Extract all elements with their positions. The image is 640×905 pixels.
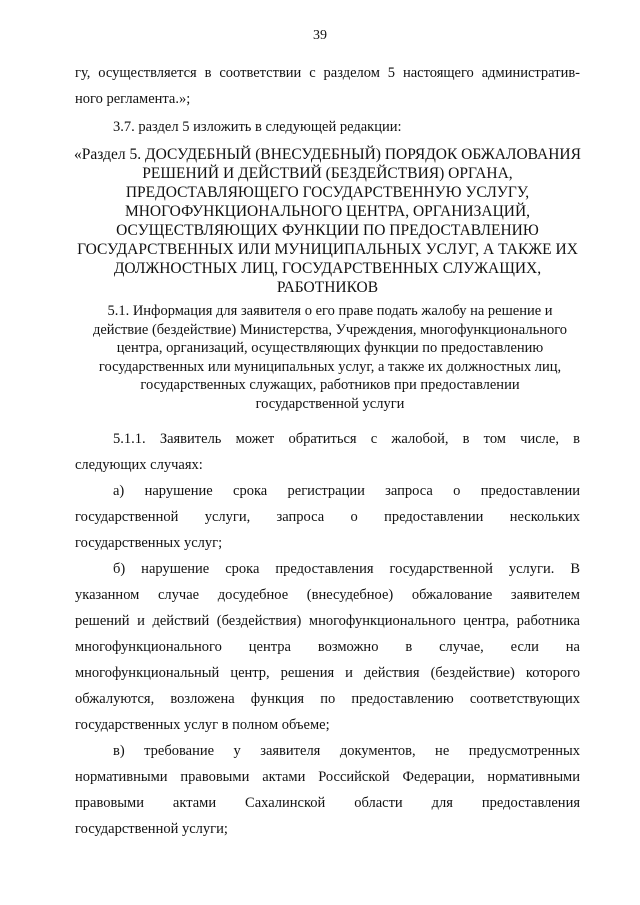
- heading-line: «Раздел 5. ДОСУДЕБНЫЙ (ВНЕСУДЕБНЫЙ) ПОРЯДОК ОБЖАЛОВАНИЯ: [74, 146, 581, 163]
- text-line: решений и действий (бездействия) многофункционального центра, работника: [75, 613, 580, 629]
- subheading-line: государственных или муниципальных услуг, а также их должностных лиц,: [98, 358, 562, 375]
- text-line: нормативными правовыми актами Российской Федерации, нормативными: [75, 769, 580, 785]
- subheading-line: действие (бездействие) Министерства, Учреждения, многофункционального: [92, 321, 568, 338]
- paragraph-5-1-1: [75, 426, 580, 478]
- heading-line: РЕШЕНИЙ И ДЕЙСТВИЙ (БЕЗДЕЙСТВИЯ) ОРГАНА,: [142, 165, 513, 182]
- paragraph-b: [75, 556, 580, 738]
- text-line: обжалуются, возложена функция по предоставлению соответствующих: [75, 691, 580, 707]
- text-line: 3.7. раздел 5 изложить в следующей редакции:: [113, 119, 402, 135]
- text-line: гу, осуществляется в соответствии с разделом 5 настоящего административ-: [75, 65, 580, 81]
- text-line: б) нарушение срока предоставления государственной услуги. В: [113, 561, 580, 577]
- heading-line: МНОГОФУНКЦИОНАЛЬНОГО ЦЕНТРА, ОРГАНИЗАЦИЙ,: [124, 203, 531, 220]
- subheading-line: государственных служащих, работников при предоставлении: [140, 377, 520, 393]
- text-line: государственных услуг в полном объеме;: [75, 717, 330, 733]
- section-heading: [60, 145, 595, 297]
- text-line: правовыми актами Сахалинской области для предоставления: [75, 795, 580, 811]
- subheading-line: государственной услуги: [255, 395, 405, 412]
- text-line: в) требование у заявителя документов, не предусмотренных: [113, 743, 580, 759]
- text-line: многофункционального центра возможно в случае, если на: [75, 639, 580, 655]
- text-line: указанном случае досудебное (внесудебное) обжалование заявителем: [75, 587, 580, 603]
- text-line: многофункциональный центр, решения и действия (бездействие) которого: [75, 665, 580, 681]
- text-line: государственной услуги;: [75, 821, 228, 837]
- page-number: 39: [313, 28, 327, 43]
- heading-line: ПРЕДОСТАВЛЯЮЩЕГО ГОСУДАРСТВЕННУЮ УСЛУГУ,: [125, 184, 530, 201]
- subheading-line: 5.1. Информация для заявителя о его праве подать жалобу на решение и: [107, 303, 553, 319]
- subsection-heading: [70, 302, 590, 413]
- continuation-paragraph: [75, 60, 580, 112]
- text-line: следующих случаях:: [75, 457, 203, 473]
- heading-line: ГОСУДАРСТВЕННЫХ ИЛИ МУНИЦИПАЛЬНЫХ УСЛУГ, А ТАКЖЕ ИХ: [77, 241, 578, 258]
- item-3-7: [75, 114, 580, 140]
- text-line: государственных услуг;: [75, 535, 223, 551]
- subheading-line: центра, организаций, осуществляющих функции по предоставлению: [116, 340, 544, 356]
- text-line: ного регламента.»;: [75, 91, 191, 107]
- heading-line: ДОЛЖНОСТНЫХ ЛИЦ, ГОСУДАРСТВЕННЫХ СЛУЖАЩИХ,: [113, 260, 542, 277]
- paragraph-v: [75, 738, 580, 842]
- text-line: 5.1.1. Заявитель может обратиться с жалобой, в том числе, в: [113, 431, 580, 447]
- text-line: а) нарушение срока регистрации запроса о предоставлении: [113, 483, 580, 499]
- heading-line: ОСУЩЕСТВЛЯЮЩИХ ФУНКЦИИ ПО ПРЕДОСТАВЛЕНИЮ: [116, 222, 539, 239]
- paragraph-a: [75, 478, 580, 556]
- text-line: государственной услуги, запроса о предоставлении нескольких: [75, 509, 580, 525]
- heading-line: РАБОТНИКОВ: [276, 279, 379, 296]
